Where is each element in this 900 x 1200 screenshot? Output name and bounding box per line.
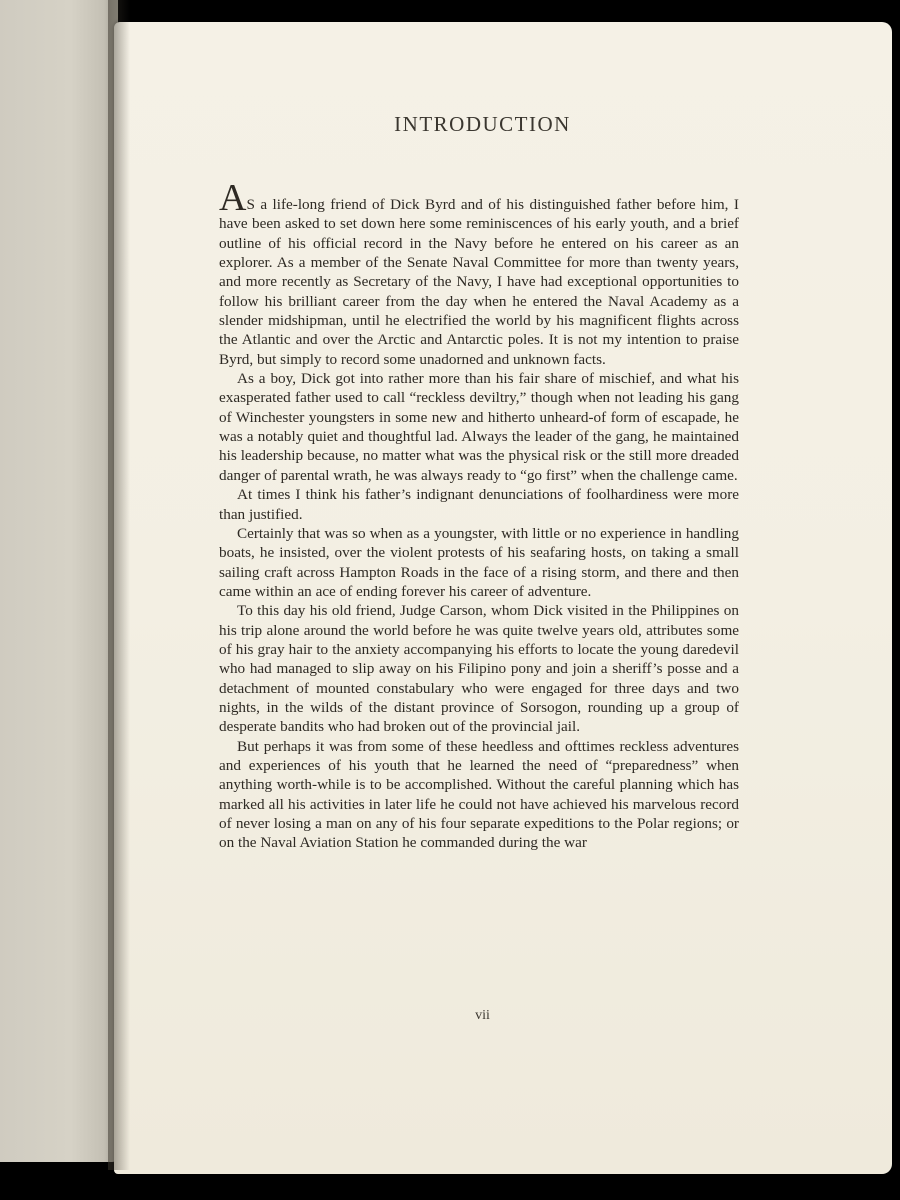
paragraph-6: But perhaps it was from some of these heedless and ofttimes reckless adventures and experiences of his youth that he learned the need of “preparedness” when anything worth-while is to be accomplished. Without the careful planning which has marked all his activities in later life he could not have achieved his marvelous record of never losing a man on any of his four separate expeditions to the Polar regions; or on the Naval Aviation Station he commanded during the war <box>219 737 739 852</box>
first-word-rest: S <box>246 196 255 213</box>
book-page <box>114 22 892 1174</box>
page-number: vii <box>475 1008 490 1023</box>
paragraph-1 <box>219 177 739 369</box>
body-text <box>219 177 739 853</box>
paragraph-4: Certainly that was so when as a youngster, with little or no experience in handling boats, he insisted, over the violent protests of his seafaring hosts, on taking a small sailing craft across Hampton Roads in the face of a rising storm, and there and then came within an ace of ending forever his career of adventure. <box>219 524 739 600</box>
paragraph-1-text: a life-long friend of Dick Byrd and of his distinguished father before him, I have been asked to set down here some reminiscences of his early youth, and a brief outline of his official record in the Navy before he entered on his career as an explorer. As a member of the Senate Naval Committee for more than twenty years, and more recently as Secretary of the Navy, I have had exceptional opportunities to follow his brilliant career from the day when he entered the Naval Academy as a slender midshipman, until he electrified the world by his magnificent flights across the Atlantic and over the Arctic and Antarctic poles. It is not my intention to praise Byrd, but simply to record some unadorned and unknown facts. <box>219 196 739 368</box>
paragraph-5: To this day his old friend, Judge Carson, whom Dick visited in the Philippines on his trip alone around the world before he was quite twelve years old, attributes some of his gray hair to the anxiety accompanying his efforts to locate the young daredevil who had managed to slip away on his Filipino pony and join a sheriff’s posse and a detachment of mounted constabulary who were engaged for three days and two nights, in the wilds of the distant province of Sorsogon, rounding up a group of desperate bandits who had broken out of the provincial jail. <box>219 602 739 736</box>
gutter-shadow <box>108 0 130 1170</box>
paragraph-2: As a boy, Dick got into rather more than his fair share of mischief, and what his exasperated father used to call “reckless deviltry,” though when not leading his gang of Winchester youngsters in some new and hitherto unheard-of form of escapade, he was a notably quiet and thoughtful lad. Always the leader of the gang, he maintained his leadership because, no matter what was the physical risk or the still more dreaded danger of parental wrath, he was always ready to “go first” when the challenge came. <box>219 370 739 484</box>
paragraph-3: At times I think his father’s indignant denunciations of foolhardiness were more than justified. <box>219 486 739 523</box>
facing-page-edge <box>0 0 118 1162</box>
drop-cap: A <box>219 177 247 219</box>
chapter-title: INTRODUCTION <box>394 112 571 136</box>
